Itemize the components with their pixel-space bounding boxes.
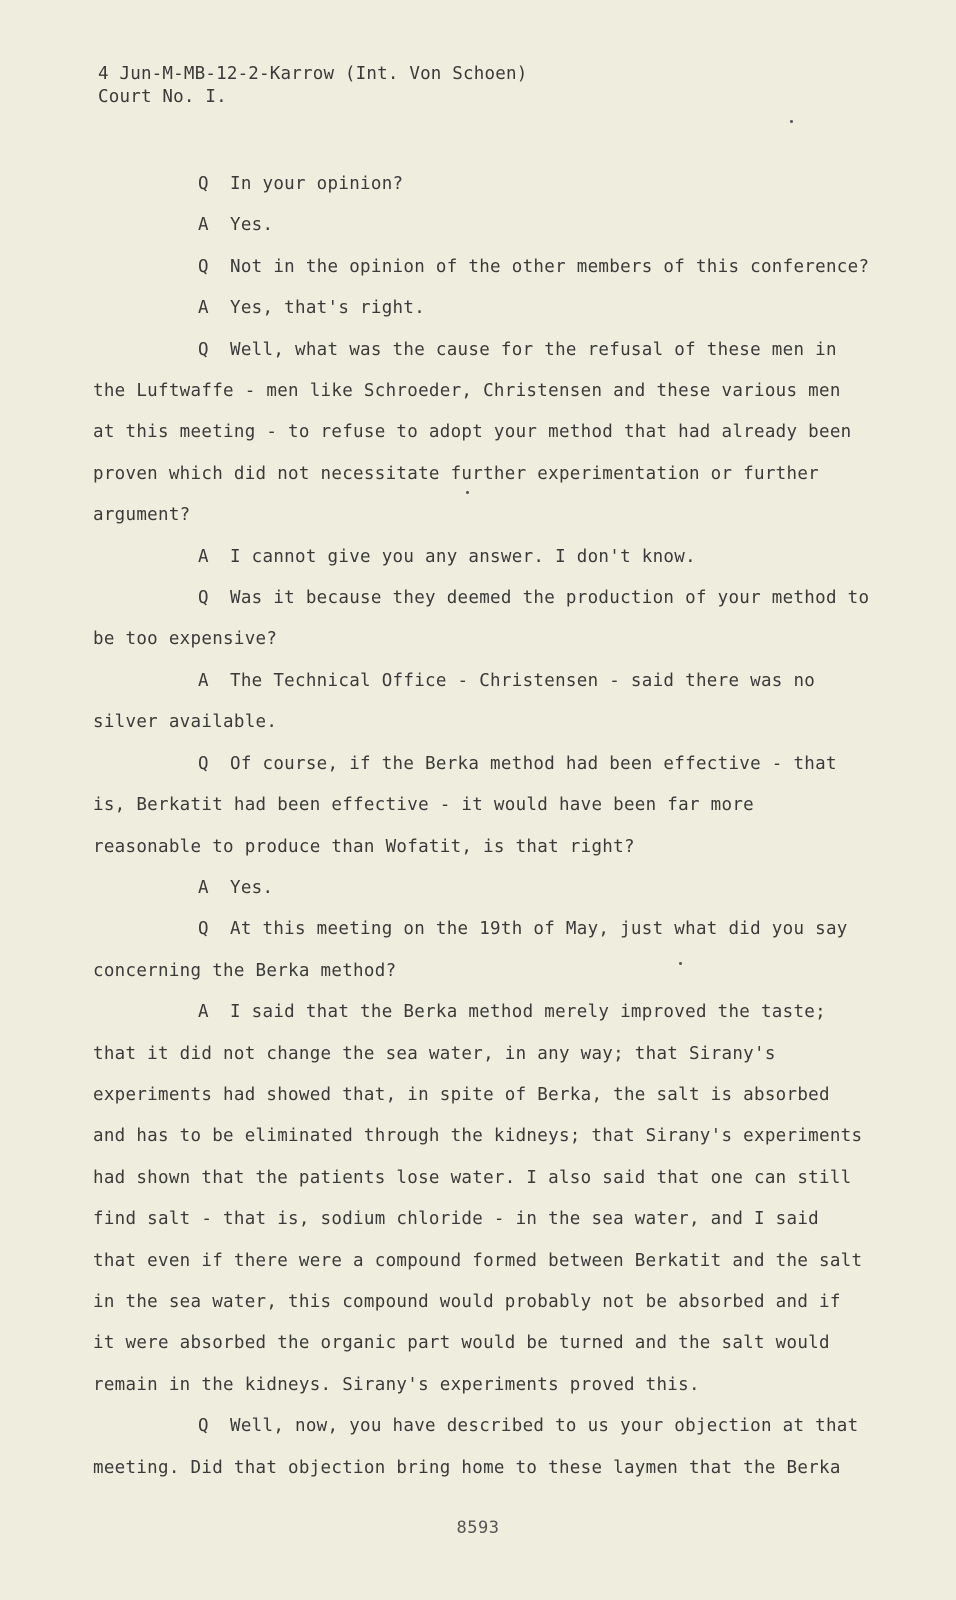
exchange-text: Yes, that's right.	[230, 298, 426, 319]
paper-speck	[679, 962, 682, 965]
exchange-text: The Technical Office - Christensen - said there was no silver available.	[93, 670, 816, 733]
exchange-paragraph	[93, 247, 873, 288]
exchange-text: Was it because they deemed the production of your method to be too expensive?	[93, 588, 870, 650]
document-header	[98, 63, 527, 109]
exchange-paragraph	[93, 578, 873, 661]
exchange-paragraph	[93, 164, 873, 205]
paper-speck	[466, 491, 469, 494]
exchange-paragraph	[93, 537, 873, 578]
exchange-paragraph	[93, 744, 873, 868]
exchange-text: Yes.	[230, 215, 274, 236]
exchange-text: Yes.	[230, 877, 274, 898]
exchange-text: Well, now, you have described to us your objection at that meeting. Did that objection bring home to these laymen that the Berka	[93, 1416, 859, 1478]
exchange-text: At this meeting on the 19th of May, just what did you say concerning the Berka method?	[93, 919, 848, 981]
header-session-line: 4 Jun-M-MB-12-2-Karrow (Int. Von Schoen)	[98, 64, 528, 84]
speaker-label: A	[198, 670, 209, 691]
exchange-paragraph	[93, 288, 873, 329]
speaker-label: Q	[198, 588, 209, 609]
exchange-text: Of course, if the Berka method had been effective - that is, Berkatit had been effective - it would have been far more reasonable to produce than Wofatit, is that right?	[93, 753, 837, 857]
paper-speck	[790, 120, 793, 123]
exchange-paragraph	[93, 992, 873, 1406]
speaker-label: A	[198, 1002, 209, 1023]
speaker-label: A	[198, 298, 209, 319]
exchange-text: Not in the opinion of the other members of this conference?	[230, 256, 870, 277]
exchange-paragraph	[93, 1406, 873, 1489]
exchange-text: Well, what was the cause for the refusal of these men in the Luftwaffe - men like Schroeder, Christensen and these various men at this meeting - to refuse to adopt your method that had already been proven which did not necessitate further experimentation or further argument?	[93, 339, 852, 526]
speaker-label: Q	[198, 1416, 209, 1437]
page-number: 8593	[456, 1518, 500, 1538]
speaker-label: Q	[198, 174, 209, 194]
speaker-label: Q	[198, 919, 209, 940]
exchange-paragraph	[93, 205, 873, 246]
exchange-text: I cannot give you any answer. I don't know.	[230, 546, 696, 567]
exchange-paragraph	[93, 909, 873, 992]
exchange-paragraph	[93, 661, 873, 744]
speaker-label: Q	[198, 339, 209, 360]
exchange-text: I said that the Berka method merely improved the taste; that it did not change the sea water, in any way; that Sirany's experiments had showed that, in spite of Berka, the salt is absorbed and has to be eliminated through the kidneys; that Sirany's experiments had shown that the patients lose water. I also said that one can still find salt - that is, sodium chloride - in the sea water, and I said that even if there were a compound formed between Berkatit and the salt in the sea water, this compound would probably not be absorbed and if it were absorbed the organic part would be turned and the salt would remain in the kidneys. Sirany's experiments proved this.	[93, 1002, 863, 1395]
speaker-label: Q	[198, 753, 209, 774]
speaker-label: A	[198, 546, 209, 567]
exchange-paragraph	[93, 330, 873, 537]
transcript-body	[93, 164, 873, 1489]
speaker-label: A	[198, 877, 209, 898]
exchange-paragraph	[93, 868, 873, 909]
speaker-label: Q	[198, 256, 209, 277]
header-court-line: Court No. I.	[98, 87, 227, 107]
speaker-label: A	[198, 215, 209, 236]
exchange-text: In your opinion?	[230, 174, 404, 194]
